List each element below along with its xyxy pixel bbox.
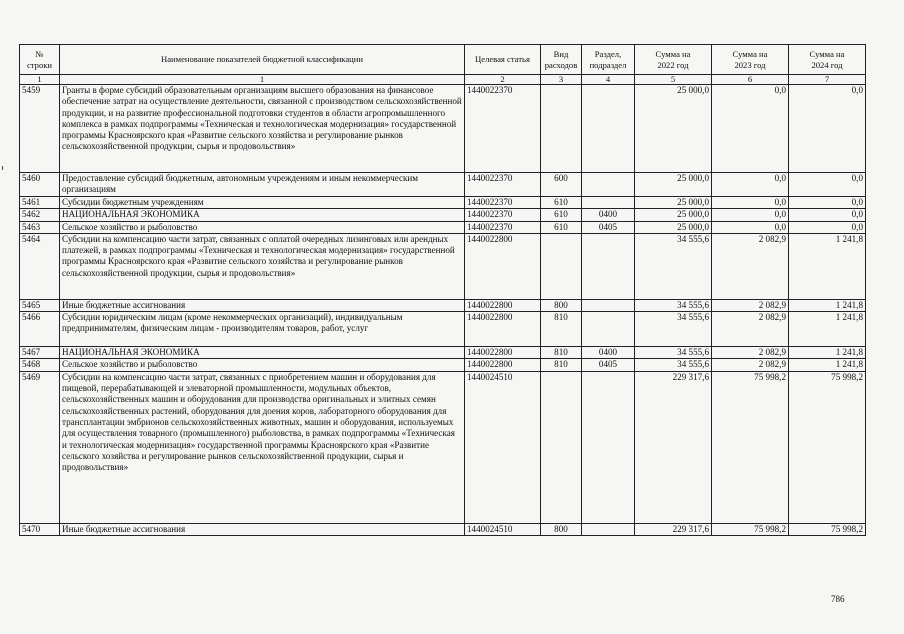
row-sum-2022: 229 317,6 bbox=[635, 371, 712, 523]
header-sum-2023: Сумма на 2023 год bbox=[712, 45, 789, 75]
row-sum-2023: 0,0 bbox=[712, 209, 789, 221]
row-name: Иные бюджетные ассигнования bbox=[60, 299, 465, 311]
header-sum-2024: Сумма на 2024 год bbox=[789, 45, 866, 75]
header-name: Наименование показателей бюджетной классификации bbox=[60, 45, 465, 75]
row-target: 1440024510 bbox=[465, 371, 541, 523]
row-number: 5461 bbox=[20, 197, 60, 209]
row-target: 1440022800 bbox=[465, 312, 541, 347]
table-row bbox=[20, 197, 866, 209]
row-section bbox=[582, 233, 635, 299]
row-sum-2022: 34 555,6 bbox=[635, 299, 712, 311]
row-sum-2023: 75 998,2 bbox=[712, 371, 789, 523]
row-number: 5466 bbox=[20, 312, 60, 347]
row-sum-2023: 2 082,9 bbox=[712, 359, 789, 371]
row-sum-2023: 0,0 bbox=[712, 85, 789, 173]
row-section: 0400 bbox=[582, 347, 635, 359]
row-section bbox=[582, 371, 635, 523]
table-row bbox=[20, 299, 866, 311]
row-expense: 610 bbox=[541, 221, 582, 233]
row-sum-2024: 1 241,8 bbox=[789, 299, 866, 311]
row-section bbox=[582, 173, 635, 197]
row-expense: 810 bbox=[541, 359, 582, 371]
row-sum-2024: 1 241,8 bbox=[789, 233, 866, 299]
row-number: 5470 bbox=[20, 523, 60, 535]
table-row bbox=[20, 359, 866, 371]
row-name: Иные бюджетные ассигнования bbox=[60, 523, 465, 535]
table-row bbox=[20, 221, 866, 233]
row-name: Субсидии бюджетным учреждениям bbox=[60, 197, 465, 209]
row-number: 5464 bbox=[20, 233, 60, 299]
row-sum-2024: 75 998,2 bbox=[789, 371, 866, 523]
row-sum-2024: 1 241,8 bbox=[789, 359, 866, 371]
row-sum-2022: 25 000,0 bbox=[635, 221, 712, 233]
row-number: 5460 bbox=[20, 173, 60, 197]
row-sum-2022: 25 000,0 bbox=[635, 173, 712, 197]
row-number: 5463 bbox=[20, 221, 60, 233]
row-number: 5459 bbox=[20, 85, 60, 173]
row-sum-2022: 25 000,0 bbox=[635, 85, 712, 173]
row-sum-2024: 0,0 bbox=[789, 85, 866, 173]
row-sum-2024: 0,0 bbox=[789, 173, 866, 197]
row-expense: 800 bbox=[541, 299, 582, 311]
row-sum-2024: 1 241,8 bbox=[789, 347, 866, 359]
table-row bbox=[20, 173, 866, 197]
row-sum-2023: 2 082,9 bbox=[712, 312, 789, 347]
row-name: Сельское хозяйство и рыболовство bbox=[60, 221, 465, 233]
row-section: 0405 bbox=[582, 359, 635, 371]
row-target: 1440022370 bbox=[465, 209, 541, 221]
header-row-no: № строки bbox=[20, 45, 60, 75]
row-expense: 810 bbox=[541, 347, 582, 359]
row-sum-2023: 0,0 bbox=[712, 221, 789, 233]
row-sum-2023: 2 082,9 bbox=[712, 233, 789, 299]
table-row bbox=[20, 233, 866, 299]
row-expense: 810 bbox=[541, 312, 582, 347]
row-sum-2022: 25 000,0 bbox=[635, 209, 712, 221]
column-number: 4 bbox=[582, 75, 635, 85]
row-section bbox=[582, 299, 635, 311]
table-row bbox=[20, 209, 866, 221]
row-sum-2023: 2 082,9 bbox=[712, 347, 789, 359]
row-sum-2023: 0,0 bbox=[712, 197, 789, 209]
table-row bbox=[20, 85, 866, 173]
row-name: Субсидии на компенсацию части затрат, связанных с оплатой очередных лизинговых или арендных платежей, в рамках подпрограммы «Техническая и технологическая модернизация» государственной программы Красноярского края «Развитие сельского хозяйства и регулирование рынков сельскохозяйственной продукции, сырья и продовольствия» bbox=[60, 233, 465, 299]
row-target: 1440022370 bbox=[465, 221, 541, 233]
row-target: 1440024510 bbox=[465, 523, 541, 535]
header-expense: Вид расходов bbox=[541, 45, 582, 75]
header-target: Целевая статья bbox=[465, 45, 541, 75]
row-sum-2024: 0,0 bbox=[789, 221, 866, 233]
column-number: 1 bbox=[60, 75, 465, 85]
row-target: 1440022800 bbox=[465, 233, 541, 299]
row-target: 1440022800 bbox=[465, 299, 541, 311]
row-sum-2024: 0,0 bbox=[789, 209, 866, 221]
row-name: Субсидии юридическим лицам (кроме некоммерческих организаций), индивидуальным предпринимателям, физическим лицам - производителям товаров, работ, услуг bbox=[60, 312, 465, 347]
row-name: НАЦИОНАЛЬНАЯ ЭКОНОМИКА bbox=[60, 209, 465, 221]
row-sum-2022: 34 555,6 bbox=[635, 359, 712, 371]
page-number: 786 bbox=[831, 594, 845, 604]
row-section: 0400 bbox=[582, 209, 635, 221]
column-number: 5 bbox=[635, 75, 712, 85]
row-number: 5465 bbox=[20, 299, 60, 311]
header-row bbox=[20, 45, 866, 75]
column-number: 3 bbox=[541, 75, 582, 85]
row-name: Гранты в форме субсидий образовательным организациям высшего образования на финансовое обеспечение затрат на осуществление деятельности, связанной с производством сельскохозяйственной продукции, и на развитие профессиональной подготовки студентов в области агропромышленного комплекса в рамках подпрограммы «Техническая и технологическая модернизация» государственной программы Красноярского края «Развитие сельского хозяйства и регулирование рынков сельскохозяйственной продукции, сырья и продовольствия» bbox=[60, 85, 465, 173]
column-number: 7 bbox=[789, 75, 866, 85]
table-body bbox=[20, 85, 866, 536]
budget-table bbox=[19, 44, 866, 536]
row-expense bbox=[541, 233, 582, 299]
row-sum-2022: 34 555,6 bbox=[635, 312, 712, 347]
row-name: Субсидии на компенсацию части затрат, связанных с приобретением машин и оборудования для пищевой, перерабатывающей и элеваторной промышленности, модульных объектов, сельскохозяйственных машин и оборудования для производства оригинальных и элитных семян сельскохозяйственных растений, оборудования для доения коров, лабораторного оборудования для трансплантации эмбрионов сельскохозяйственных животных, машин и оборудования, используемых для осуществления товарного (промышленного) рыболовства, в рамках подпрограммы «Техническая и технологическая модернизация» государственной программы Красноярского края «Развитие сельского хозяйства и регулирование рынков сельскохозяйственной продукции, сырья и продовольствия» bbox=[60, 371, 465, 523]
row-sum-2024: 0,0 bbox=[789, 197, 866, 209]
row-sum-2022: 25 000,0 bbox=[635, 197, 712, 209]
column-number-row bbox=[20, 75, 866, 85]
column-number: 1 bbox=[20, 75, 60, 85]
row-number: 5462 bbox=[20, 209, 60, 221]
row-target: 1440022370 bbox=[465, 85, 541, 173]
column-number: 6 bbox=[712, 75, 789, 85]
table-row bbox=[20, 371, 866, 523]
row-target: 1440022370 bbox=[465, 173, 541, 197]
row-target: 1440022800 bbox=[465, 359, 541, 371]
row-section bbox=[582, 197, 635, 209]
row-sum-2023: 2 082,9 bbox=[712, 299, 789, 311]
column-number: 2 bbox=[465, 75, 541, 85]
row-sum-2022: 229 317,6 bbox=[635, 523, 712, 535]
row-sum-2022: 34 555,6 bbox=[635, 233, 712, 299]
row-number: 5468 bbox=[20, 359, 60, 371]
row-expense: 600 bbox=[541, 173, 582, 197]
row-sum-2023: 75 998,2 bbox=[712, 523, 789, 535]
row-target: 1440022370 bbox=[465, 197, 541, 209]
header-sum-2022: Сумма на 2022 год bbox=[635, 45, 712, 75]
row-expense bbox=[541, 85, 582, 173]
row-section bbox=[582, 523, 635, 535]
header-section: Раздел, подраздел bbox=[582, 45, 635, 75]
row-section: 0405 bbox=[582, 221, 635, 233]
row-section bbox=[582, 85, 635, 173]
row-name: НАЦИОНАЛЬНАЯ ЭКОНОМИКА bbox=[60, 347, 465, 359]
scan-mark bbox=[2, 166, 3, 170]
row-target: 1440022800 bbox=[465, 347, 541, 359]
row-expense: 610 bbox=[541, 197, 582, 209]
row-section bbox=[582, 312, 635, 347]
row-sum-2023: 0,0 bbox=[712, 173, 789, 197]
table-row bbox=[20, 312, 866, 347]
row-name: Сельское хозяйство и рыболовство bbox=[60, 359, 465, 371]
row-sum-2022: 34 555,6 bbox=[635, 347, 712, 359]
row-number: 5467 bbox=[20, 347, 60, 359]
row-number: 5469 bbox=[20, 371, 60, 523]
row-expense bbox=[541, 371, 582, 523]
row-sum-2024: 75 998,2 bbox=[789, 523, 866, 535]
row-name: Предоставление субсидий бюджетным, автономным учреждениям и иным некоммерческим организациям bbox=[60, 173, 465, 197]
row-expense: 610 bbox=[541, 209, 582, 221]
row-sum-2024: 1 241,8 bbox=[789, 312, 866, 347]
row-expense: 800 bbox=[541, 523, 582, 535]
table-row bbox=[20, 347, 866, 359]
table-row bbox=[20, 523, 866, 535]
